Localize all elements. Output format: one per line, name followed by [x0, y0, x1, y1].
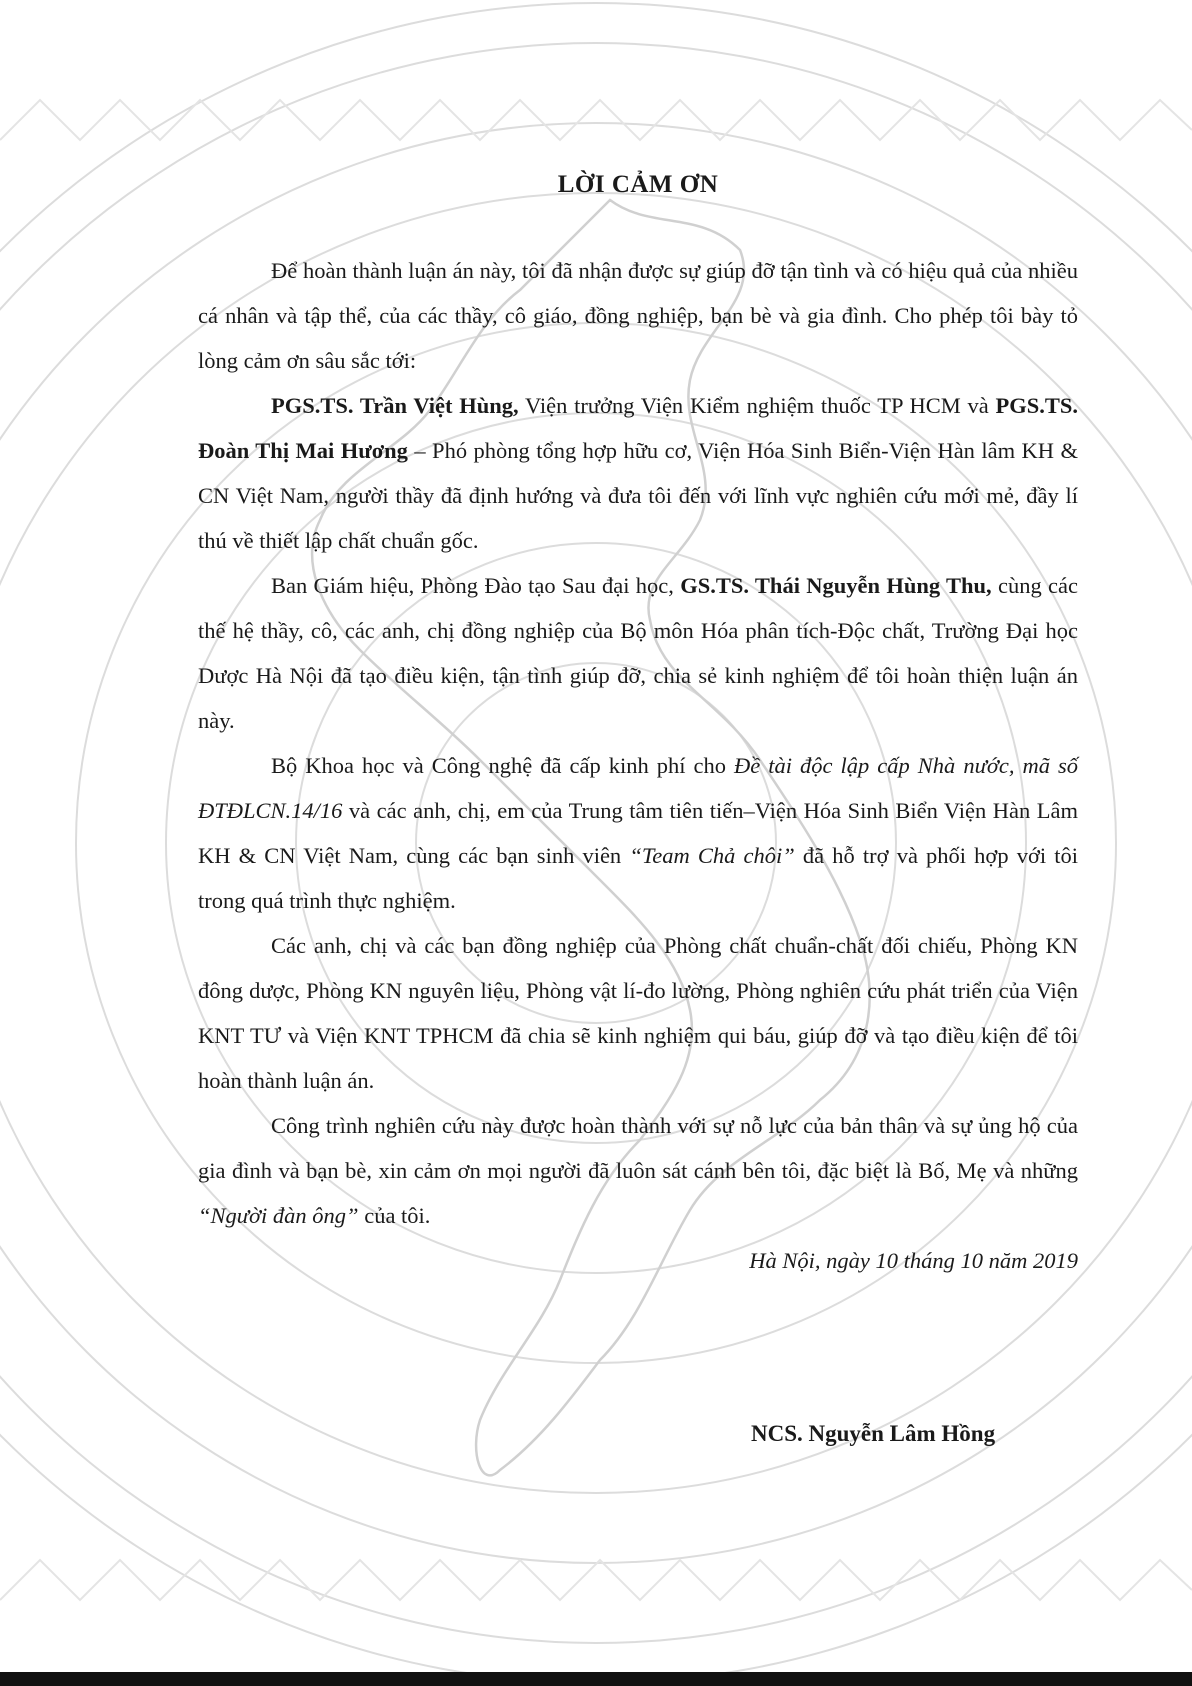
paragraph-text: đã hỗ trợ và phối hợp với tôi trong quá trình thực nghiệm.	[198, 843, 1078, 913]
paragraph-colleagues-text: Các anh, chị và các bạn đồng nghiệp của Phòng chất chuẩn-chất đối chiếu, Phòng KN đông dược, Phòng KN nguyên liệu, Phòng vật lí-đo lường, Phòng nghiên cứu phát triển của Viện KNT TƯ và Viện KNT TPHCM đã chia sẽ kinh nghiệm qui báu, giúp đỡ và tạo điều kiện để tôi hoàn thành luận án.	[198, 933, 1078, 1093]
paragraph-text: Bộ Khoa học và Công nghệ đã cấp kinh phí cho	[271, 753, 735, 778]
paragraph-text: và các anh, chị, em của Trung tâm tiên tiến–Viện Hóa Sinh Biển Viện Hàn Lâm KH & CN Việt Nam, cùng các bạn sinh viên	[198, 798, 1078, 868]
bottom-border-bar	[0, 1672, 1192, 1686]
family-quote: “Người đàn ông”	[198, 1203, 359, 1228]
paragraph-text: Công trình nghiên cứu này được hoàn thành với sự nỗ lực của bản thân và sự ủng hộ của gia đình và bạn bè, xin cảm ơn mọi người đã luôn sát cánh bên tôi, đặc biệt là Bố, Mẹ và những	[198, 1113, 1078, 1183]
paragraph-text: – Phó phòng tổng hợp hữu cơ, Viện Hóa Sinh Biển-Viện Hàn lâm KH & CN Việt Nam, người thầy đã định hướng và đưa tôi đến với lĩnh vực nghiên cứu mới mẻ, đầy lí thú về thiết lập chất chuẩn gốc.	[198, 438, 1078, 553]
paragraph-university	[198, 563, 1078, 743]
signature: NCS. Nguyễn Lâm Hồng	[751, 1421, 996, 1446]
acknowledgement-body	[198, 165, 1078, 1283]
supervisor-name-1: PGS.TS. Trần Việt Hùng,	[271, 393, 519, 418]
paragraph-text: của tôi.	[358, 1203, 431, 1228]
date-line: Hà Nội, ngày 10 tháng 10 năm 2019	[749, 1248, 1078, 1273]
paragraph-intro	[198, 248, 1078, 383]
paragraph-text: Ban Giám hiệu, Phòng Đào tạo Sau đại học,	[271, 573, 681, 598]
paragraph-supervisors	[198, 383, 1078, 563]
paragraph-family	[198, 1103, 1078, 1238]
paragraph-funding	[198, 743, 1078, 923]
team-name: “Team Chả chôi”	[629, 843, 795, 868]
professor-name: GS.TS. Thái Nguyễn Hùng Thu,	[680, 573, 992, 598]
page-title: LỜI CẢM ƠN	[557, 171, 719, 198]
project-name: Đề tài độc lập cấp Nhà nước, mã số ĐTĐLCN.14/16	[198, 753, 1078, 823]
paragraph-intro-text: Để hoàn thành luận án này, tôi đã nhận được sự giúp đỡ tận tình và có hiệu quả của nhiều cá nhân và tập thể, của các thầy, cô giáo, đồng nghiệp, bạn bè và gia đình. Cho phép tôi bày tỏ lòng cảm ơn sâu sắc tới:	[198, 258, 1078, 373]
paragraph-text: Viện trưởng Viện Kiểm nghiệm thuốc TP HCM và	[518, 393, 996, 418]
paragraph-text: cùng các thế hệ thầy, cô, các anh, chị đồng nghiệp của Bộ môn Hóa phân tích-Độc chất, Trường Đại học Dược Hà Nội đã tạo điều kiện, tận tình giúp đỡ, chia sẻ kinh nghiệm để tôi hoàn thiện luận án này.	[198, 573, 1078, 733]
paragraph-colleagues	[198, 923, 1078, 1103]
supervisor-name-2: PGS.TS. Đoàn Thị Mai Hương	[198, 393, 1078, 463]
